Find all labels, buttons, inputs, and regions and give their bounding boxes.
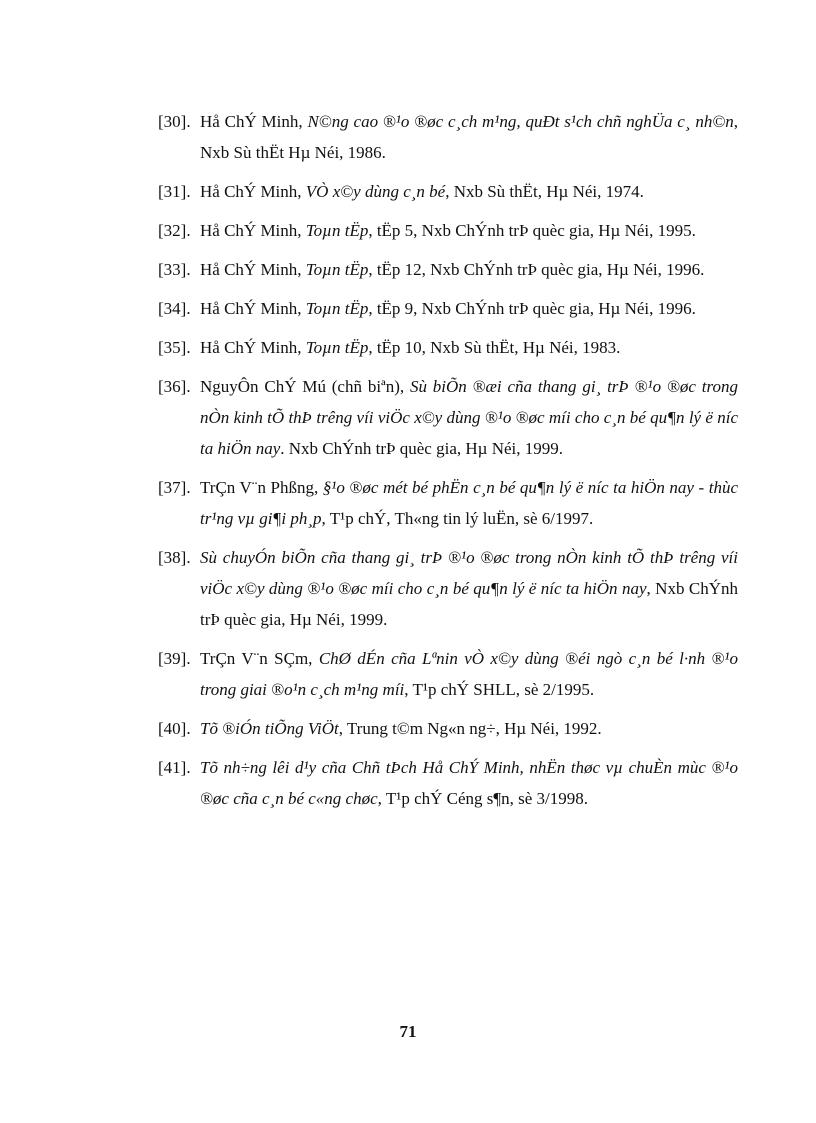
reference-number: [35]. xyxy=(158,338,191,357)
reference-title: §¹o ®øc mét bé phËn c¸n bé qu¶n lý ë níc ta hiÖn nay - thùc tr¹ng vµ gi¶i ph¸p xyxy=(200,478,738,528)
reference-publication: , Nxb Sù thËt, Hµ Néi, 1974. xyxy=(445,182,644,201)
reference-publication: , T¹p chÝ Céng s¶n, sè 3/1998. xyxy=(377,789,588,808)
reference-author: Hå ChÝ Minh, xyxy=(200,260,306,279)
reference-item xyxy=(158,215,738,246)
reference-item xyxy=(158,643,738,705)
reference-title: ChØ dÉn cña Lªnin vÒ x©y dùng ®éi ngò c¸n bé l·nh ®¹o trong giai ®o¹n c¸ch m¹ng míi xyxy=(200,649,738,699)
reference-publication: , T¹p chÝ SHLL, sè 2/1995. xyxy=(404,680,595,699)
reference-item xyxy=(158,542,738,635)
reference-publication: , tËp 9, Nxb ChÝnh trÞ quèc gia, Hµ Néi, 1996. xyxy=(368,299,696,318)
reference-publication: , T¹p chÝ, Th«ng tin lý luËn, sè 6/1997. xyxy=(321,509,594,528)
reference-author: Hå ChÝ Minh, xyxy=(200,299,306,318)
reference-item xyxy=(158,106,738,168)
reference-publication: , tËp 10, Nxb Sù thËt, Hµ Néi, 1983. xyxy=(368,338,621,357)
reference-author: TrÇn V¨n Phßng, xyxy=(200,478,323,497)
reference-title: Sù chuyÓn biÕn cña thang gi¸ trÞ ®¹o ®øc trong nÒn kinh tÕ thÞ trêng víi viÖc x©y dùng ®¹o ®øc míi cho c¸n bé qu¶n lý ë níc ta hiÖn nay xyxy=(200,548,738,598)
reference-number: [32]. xyxy=(158,221,191,240)
reference-item xyxy=(158,472,738,534)
reference-item xyxy=(158,713,738,744)
reference-author: Hå ChÝ Minh, xyxy=(200,182,306,201)
reference-title: N©ng cao ®¹o ®øc c¸ch m¹ng, quÐt s¹ch chñ nghÜa c¸ nh©n xyxy=(307,112,734,131)
reference-number: [37]. xyxy=(158,478,191,497)
reference-title: Tõ ®iÓn tiÕng ViÖt xyxy=(200,719,339,738)
reference-publication: , tËp 5, Nxb ChÝnh trÞ quèc gia, Hµ Néi, 1995. xyxy=(368,221,696,240)
reference-publication: , Nxb Sù thËt Hµ Néi, 1986. xyxy=(200,112,738,162)
reference-item xyxy=(158,332,738,363)
reference-publication: , Trung t©m Ng«n ng÷, Hµ Néi, 1992. xyxy=(338,719,602,738)
reference-item xyxy=(158,371,738,464)
reference-title: Toµn tËp xyxy=(305,299,369,318)
reference-item xyxy=(158,752,738,814)
reference-author: NguyÔn ChÝ Mú (chñ biªn), xyxy=(200,377,410,396)
reference-title: Toµn tËp xyxy=(305,338,369,357)
reference-author: Hå ChÝ Minh, xyxy=(200,221,306,240)
reference-number: [36]. xyxy=(158,377,191,396)
reference-number: [39]. xyxy=(158,649,191,668)
reference-number: [31]. xyxy=(158,182,191,201)
reference-author: Hå ChÝ Minh, xyxy=(200,112,308,131)
reference-title: Toµn tËp xyxy=(305,221,369,240)
reference-title: Sù biÕn ®æi cña thang gi¸ trÞ ®¹o ®øc trong nÒn kinh tÕ thÞ trêng víi viÖc x©y dùng ®¹o ®øc míi cho c¸n bé qu¶n lý ë níc ta hiÖn nay xyxy=(200,377,738,458)
reference-title: Tõ nh÷ng lêi d¹y cña Chñ tÞch Hå ChÝ Minh, nhËn thøc vµ chuÈn mùc ®¹o ®øc cña c¸n bé c«ng chøc xyxy=(200,758,738,808)
reference-number: [38]. xyxy=(158,548,191,567)
reference-author: TrÇn V¨n SÇm, xyxy=(200,649,319,668)
reference-item xyxy=(158,293,738,324)
reference-title: VÒ x©y dùng c¸n bé xyxy=(305,182,446,201)
reference-number: [30]. xyxy=(158,112,191,131)
reference-number: [41]. xyxy=(158,758,191,777)
reference-publication: , Nxb ChÝnh trÞ quèc gia, Hµ Néi, 1999. xyxy=(200,579,738,629)
reference-number: [33]. xyxy=(158,260,191,279)
reference-number: [34]. xyxy=(158,299,191,318)
reference-item xyxy=(158,176,738,207)
reference-title: Toµn tËp xyxy=(305,260,369,279)
reference-publication: , tËp 12, Nxb ChÝnh trÞ quèc gia, Hµ Néi, 1996. xyxy=(368,260,705,279)
reference-publication: . Nxb ChÝnh trÞ quèc gia, Hµ Néi, 1999. xyxy=(280,439,563,458)
reference-number: [40]. xyxy=(158,719,191,738)
reference-list xyxy=(158,106,738,822)
reference-item xyxy=(158,254,738,285)
reference-author: Hå ChÝ Minh, xyxy=(200,338,306,357)
page-number: 71 xyxy=(399,1022,417,1041)
